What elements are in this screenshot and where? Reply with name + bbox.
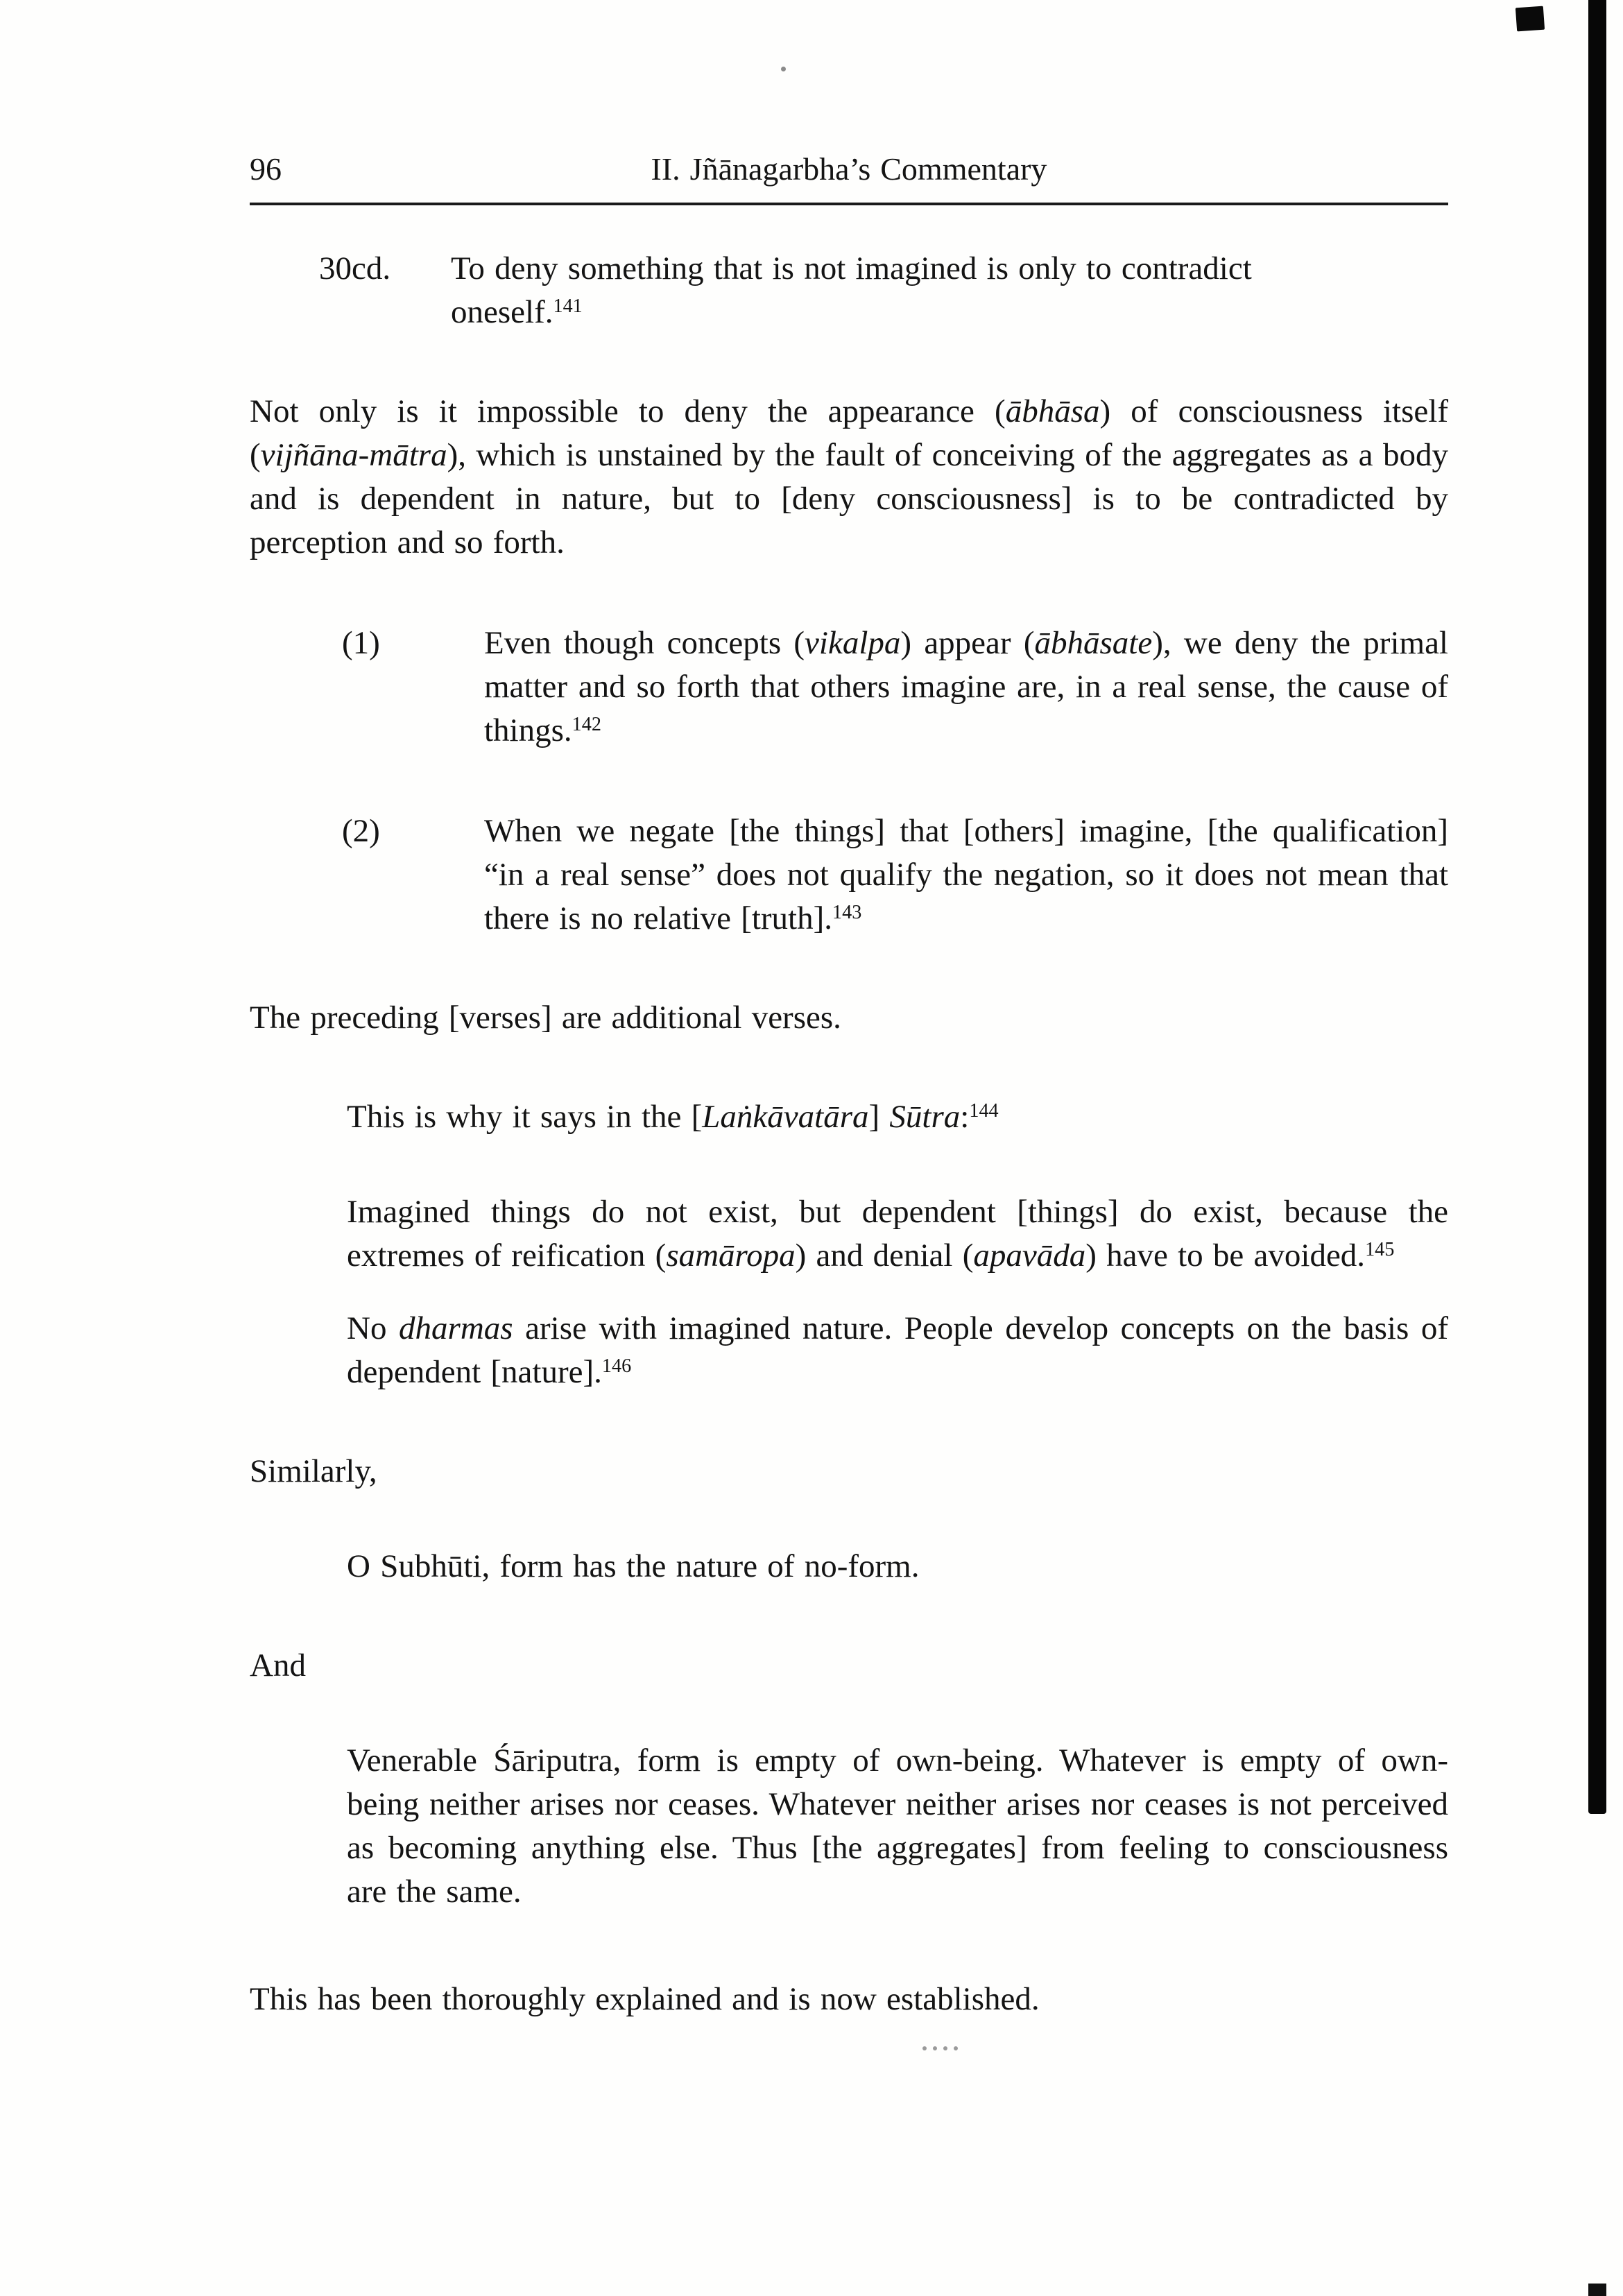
verse-30cd — [319, 247, 1448, 334]
scan-dot — [954, 2046, 958, 2050]
quote-lankavatara-1: Imagined things do not exist, but dependent [things] do exist, because the extremes of reification (samāropa) and denial (apavāda) have to be avoided.$^{145}$ — [347, 1194, 1448, 1274]
paragraph-sutra-intro: This is why it says in the [Laṅkāvatāra] Sūtra:$^{144}$ — [347, 1099, 999, 1135]
list-item-2 — [342, 809, 1448, 941]
paragraph-similarly: Similarly, — [250, 1453, 377, 1489]
scan-binding-bar — [1588, 0, 1606, 1814]
list-item-1 — [342, 622, 1448, 753]
scan-artifact-top-right — [1515, 6, 1545, 32]
scan-dot — [922, 2046, 927, 2050]
scan-dots-bottom — [922, 2046, 985, 2052]
scan-dot — [933, 2046, 937, 2050]
scan-artifact-bottom-right — [1588, 2284, 1606, 2296]
paragraph-preceding-verses: The preceding [verses] are additional verses. — [250, 1000, 841, 1036]
list-item-2-label: (2) — [342, 813, 380, 849]
quote-subhuti: O Subhūti, form has the nature of no-form. — [347, 1548, 920, 1584]
scan-speck-top — [781, 67, 786, 71]
header-rule — [250, 203, 1448, 205]
list-item-2-text: When we negate [the things] that [others] imagine, [the qualification] “in a real sense” does not qualify the negation, so it does not mean that there is no relative [truth].$^{143}$ — [484, 813, 1448, 936]
list-item-1-text: Even though concepts (vikalpa) appear (ābhāsate), we deny the primal matter and so forth that others imagine are, in a real sense, the cause of things.$^{142}$ — [484, 625, 1448, 748]
quote-shariputra: Venerable Śāriputra, form is empty of own-being. Whatever is empty of own-being neither arises nor ceases. Whatever neither arises nor ceases is not perceived as becoming anything else. Thus [the aggregates] from feeling to consciousness are the same. — [347, 1742, 1448, 1910]
text-column — [250, 147, 1448, 2021]
quote-lankavatara-2: No dharmas arise with imagined nature. People develop concepts on the basis of dependent [nature].$^{146}$ — [347, 1310, 1448, 1390]
verse-label: 30cd. — [319, 250, 391, 286]
verse-text: To deny something that is not imagined is only to contradict oneself.$^{141}$ — [451, 250, 1252, 330]
list-item-1-label: (1) — [342, 625, 380, 661]
paragraph-closing: This has been thoroughly explained and is now established. — [250, 1981, 1040, 2017]
page-number: 96 — [250, 151, 282, 187]
scan-dot — [943, 2046, 947, 2050]
page-header — [250, 147, 1448, 193]
running-header-title: II. Jñānagarbha’s Commentary — [651, 151, 1047, 187]
paragraph-appearance: Not only is it impossible to deny the appearance (ābhāsa) of consciousness itself (vijñāna-mātra), which is unstained by the fault of conceiving of the aggregates as a body and is dependent in nature, but to [deny consciousness] is to be contradicted by perception and so forth. — [250, 393, 1448, 560]
paragraph-and: And — [250, 1647, 306, 1684]
